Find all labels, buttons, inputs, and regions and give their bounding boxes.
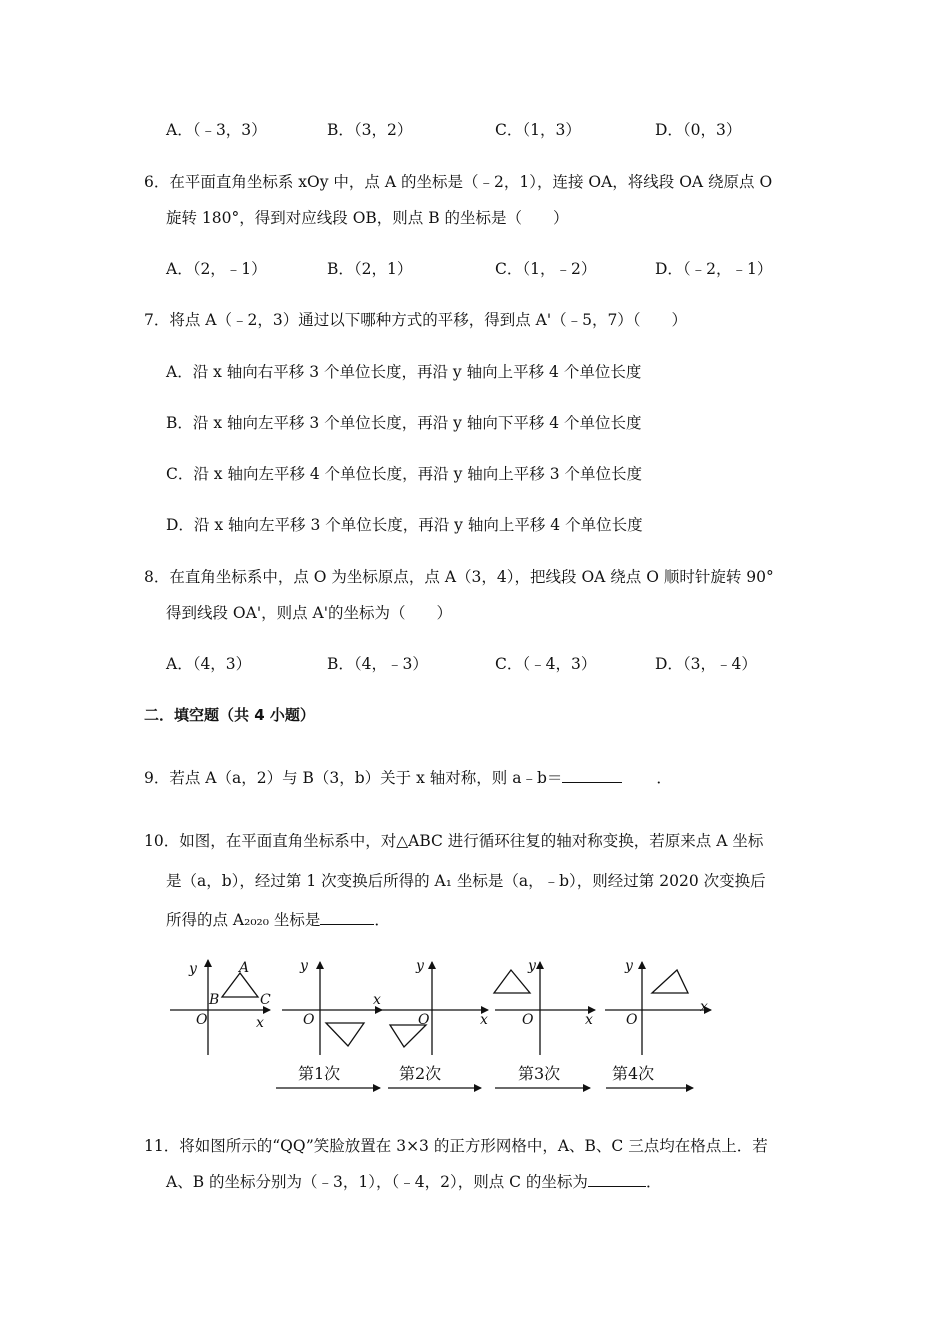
q6-stem-line2: 旋转 180°，得到对应线段 OB，则点 B 的坐标是（ ） — [166, 209, 569, 227]
label-y-2: y — [416, 958, 424, 974]
q5-option-d: D．（0，3） — [655, 121, 742, 139]
q11-line2-text: A、B 的坐标分别为（﹣3，1），（﹣4，2），则点 C 的坐标为 — [166, 1173, 588, 1191]
q5-option-c: C．（1，3） — [495, 121, 581, 139]
q9-text: 9．若点 A（a，2）与 B（3，b）关于 x 轴对称，则 a﹣b＝ — [144, 769, 563, 787]
q7-option-c: C．沿 x 轴向左平移 4 个单位长度，再沿 y 轴向上平移 3 个单位长度 — [166, 465, 642, 483]
q10-period: ． — [374, 911, 390, 929]
label-x-0: x — [256, 1015, 264, 1031]
section-title: 二．填空题（共 4 小题） — [144, 706, 315, 724]
triangle-step1 — [326, 1023, 364, 1046]
q6-option-a: A．（2，﹣1） — [166, 260, 267, 278]
q6-option-b: B．（2，1） — [327, 260, 413, 278]
label-y-1: y — [300, 958, 308, 974]
panel-3 — [494, 962, 595, 1055]
label-x-3: x — [585, 1012, 593, 1028]
label-o-2: O — [418, 1012, 430, 1028]
q8-option-c: C．（﹣4，3） — [495, 655, 597, 673]
label-o-1: O — [303, 1012, 315, 1028]
label-x-2: x — [480, 1012, 488, 1028]
q10-stem-line2: 是（a，b），经过第 1 次变换后所得的 A₁ 坐标是（a，﹣b），则经过第 2020 次变换后 — [166, 872, 766, 890]
q8-option-a: A．（4，3） — [166, 655, 252, 673]
label-y-0: y — [189, 961, 197, 977]
q9-period: ． — [656, 769, 672, 787]
step-label-4: 第4次 — [612, 1064, 655, 1083]
triangle-step3 — [494, 970, 530, 993]
q11-period: ． — [645, 1173, 662, 1191]
q8-stem-line2: 得到线段 OA'，则点 A'的坐标为（ ） — [166, 604, 452, 622]
panel-4 — [605, 962, 711, 1055]
q6-stem-line1: 6．在平面直角坐标系 xOy 中，点 A 的坐标是（﹣2，1），连接 OA，将线段 OA 绕原点 O — [144, 173, 773, 191]
q7-option-b: B．沿 x 轴向左平移 3 个单位长度，再沿 y 轴向下平移 4 个单位长度 — [166, 414, 642, 432]
q7-stem: 7．将点 A（﹣2，3）通过以下哪种方式的平移，得到点 A'（﹣5，7）（ ） — [144, 311, 688, 329]
panel-2 — [380, 962, 488, 1055]
step-label-1: 第1次 — [298, 1064, 341, 1083]
label-o-0: O — [196, 1012, 208, 1028]
q5-option-a: A．（﹣3，3） — [166, 121, 267, 139]
step-label-2: 第2次 — [399, 1064, 442, 1083]
label-x-1: x — [373, 992, 381, 1008]
q7-option-a: A．沿 x 轴向右平移 3 个单位长度，再沿 y 轴向上平移 4 个单位长度 — [166, 363, 642, 381]
triangle-abc — [222, 973, 258, 997]
label-o-3: O — [522, 1012, 534, 1028]
q7-option-d: D．沿 x 轴向左平移 3 个单位长度，再沿 y 轴向上平移 4 个单位长度 — [166, 516, 643, 534]
label-y-4: y — [625, 958, 633, 974]
label-c: C — [260, 992, 271, 1008]
q10-stem-line1: 10．如图，在平面直角坐标系中，对△ABC 进行循环往复的轴对称变换，若原来点 A 坐标 — [144, 832, 764, 850]
q8-stem-line1: 8．在直角坐标系中，点 O 为坐标原点，点 A（3，4），把线段 OA 绕点 O 顺时针旋转 90° — [144, 568, 774, 586]
q11-stem-line1: 11．将如图所示的“QQ”笑脸放置在 3×3 的正方形网格中，A、B、C 三点均在格点上．若 — [144, 1137, 768, 1155]
label-x-4: x — [700, 999, 708, 1015]
label-b: B — [209, 992, 220, 1008]
q6-option-c: C．（1，﹣2） — [495, 260, 597, 278]
q8-option-b: B．（4，﹣3） — [327, 655, 428, 673]
step-label-3: 第3次 — [518, 1064, 561, 1083]
label-o-4: O — [626, 1012, 638, 1028]
q6-option-d: D．（﹣2，﹣1） — [655, 260, 773, 278]
q10-line3-text: 所得的点 A₂₀₂₀ 坐标是 — [166, 911, 321, 929]
q8-option-d: D．（3，﹣4） — [655, 655, 757, 673]
q11-answer-blank[interactable] — [588, 1171, 646, 1188]
panel-original — [170, 960, 270, 1055]
q5-option-b: B．（3，2） — [327, 121, 413, 139]
panel-1 — [282, 962, 382, 1055]
triangle-step4 — [652, 970, 688, 993]
triangle-step2 — [390, 1025, 426, 1047]
q11-stem-line2 — [166, 1170, 661, 1192]
label-y-3: y — [528, 958, 536, 974]
label-a: A — [239, 960, 250, 976]
